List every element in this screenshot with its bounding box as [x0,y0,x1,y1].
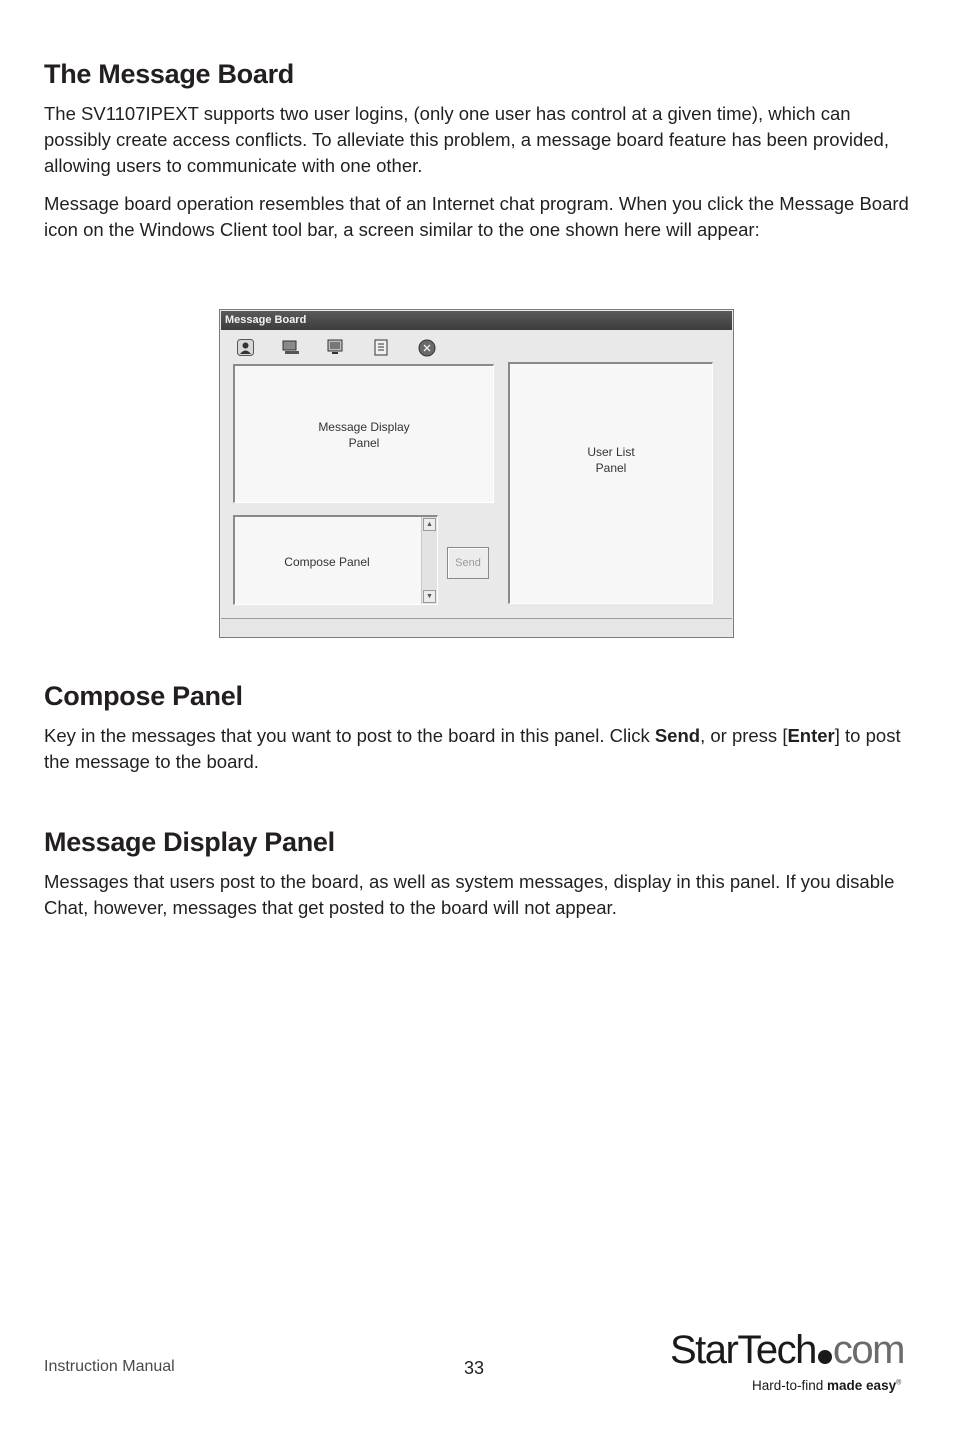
user-list-label-line1: User List [587,445,635,459]
logo-tld-text: com [832,1328,904,1372]
compose-scrollbar[interactable] [421,517,437,604]
scroll-down-icon[interactable]: ▼ [423,590,436,603]
monitor-icon[interactable] [327,339,344,356]
document-icon[interactable] [373,339,390,356]
tagline-bold: made easy [827,1378,897,1393]
user-list-panel[interactable] [508,362,713,604]
operation-paragraph: Message board operation resembles that of an Internet chat program. When you click the Message Board icon on the Windows Client tool bar, a screen similar to the one shown here will appear: [44,193,909,240]
user-icon[interactable] [237,339,254,356]
page-number: 33 [464,1358,485,1378]
computer-icon[interactable] [282,339,300,356]
logo-tagline [752,1378,901,1393]
heading-message-display-panel: Message Display Panel [44,827,335,857]
compose-text-b: , or press [ [700,725,788,746]
heading-compose-panel: Compose Panel [44,681,243,711]
heading-message-board: The Message Board [44,59,294,89]
status-bar [221,618,732,636]
compose-panel-label: Compose Panel [284,555,370,569]
scroll-up-icon[interactable]: ▲ [423,518,436,531]
tagline-light: Hard-to-find [752,1378,828,1393]
message-display-label-line1: Message Display [318,420,410,434]
intro-paragraph: The SV1107IPEXT supports two user logins, (only one user has control at a given time), which can possibly create access conflicts. To alleviate this problem, a message board feature has been provided, allowing users to communicate with one other. [44,103,889,176]
message-display-label-line2: Panel [348,436,380,450]
compose-paragraph [44,723,914,775]
close-circle-icon[interactable] [418,339,436,357]
compose-panel[interactable] [233,515,438,605]
message-display-panel[interactable] [233,364,494,503]
display-paragraph: Messages that users post to the board, as well as system messages, display in this panel. If you disable Chat, however, messages that get posted to the board will not appear. [44,871,895,918]
compose-text-a: Key in the messages that you want to post to the board in this panel. Click [44,725,655,746]
registered-mark: ® [896,1379,902,1387]
window-title: Message Board [221,311,732,330]
logo-star-text: StarTech [670,1328,816,1372]
footer-manual-label: Instruction Manual [44,1358,175,1375]
startech-logo [670,1328,904,1393]
user-list-label-line2: Panel [595,461,627,475]
compose-text-c: ] to post the message to the board. [44,725,901,772]
send-button[interactable]: Send [447,547,489,579]
enter-key-label: Enter [787,725,835,746]
send-key-label: Send [654,725,701,746]
